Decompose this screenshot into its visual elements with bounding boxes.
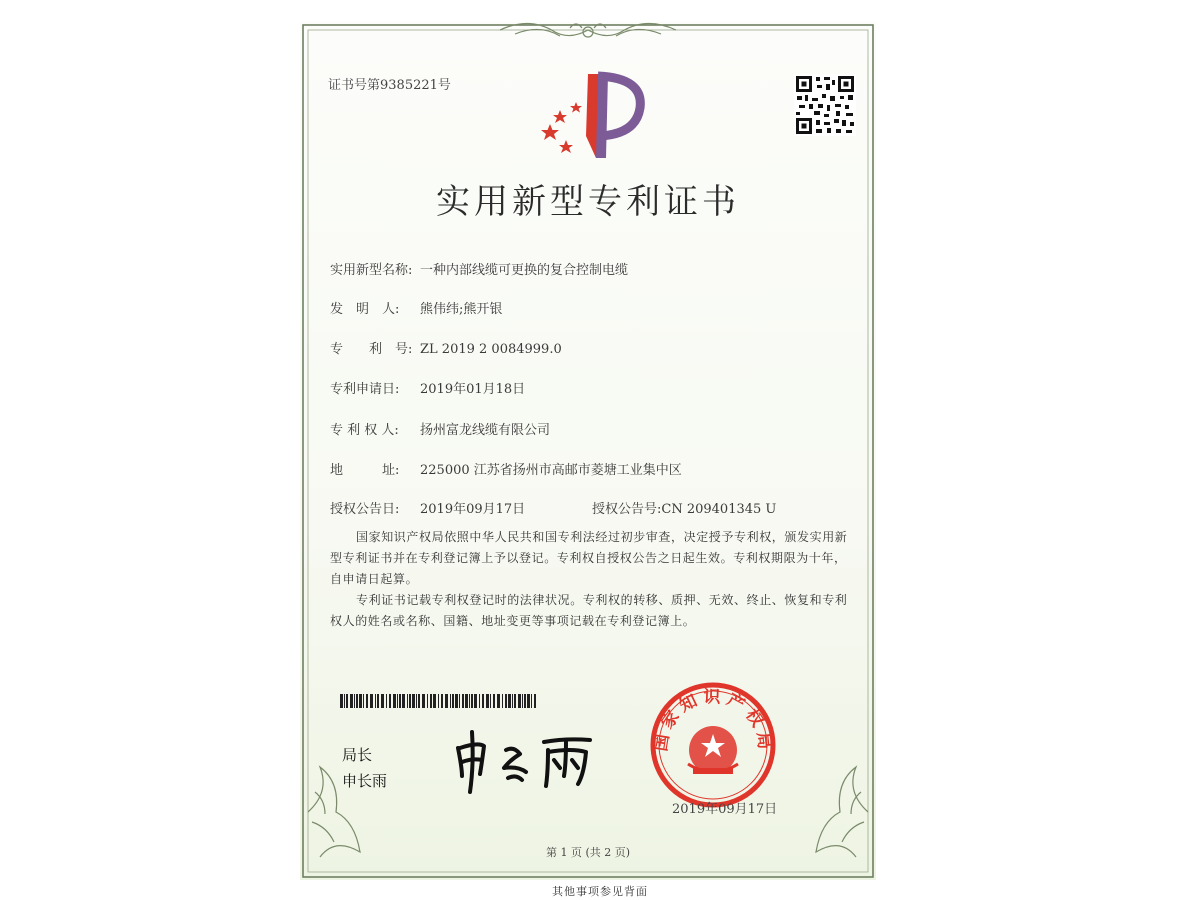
grant-date: 2019年09月17日 — [420, 502, 526, 517]
director-title: 局长 — [342, 746, 373, 764]
qr-code-icon — [794, 74, 856, 136]
utility-model-name-row — [330, 259, 628, 278]
grant-number-row — [592, 498, 776, 517]
certificate-number: 证书号第9385221号 — [328, 78, 451, 93]
filing-date: 2019年01月18日 — [420, 382, 526, 397]
svg-text:国家知识产权局 — [651, 687, 775, 755]
patentee-row — [330, 419, 550, 438]
page-number: 第 1 页 (共 2 页) — [545, 846, 631, 859]
back-note: 其他事项参见背面 — [552, 885, 648, 898]
seal-date: 2019年09月17日 — [672, 802, 778, 817]
seal-text-arc — [648, 680, 778, 810]
field-label: 实用新型名称: — [330, 263, 413, 278]
field-label: 授权公告号: — [592, 502, 662, 517]
barcode-icon — [340, 694, 540, 708]
patent-number-row — [330, 338, 562, 357]
field-label: 发 明 人: — [330, 302, 400, 317]
inventor-row — [330, 298, 502, 317]
field-label: 专 利 号: — [330, 342, 413, 357]
address-row — [330, 459, 682, 478]
grant-number: CN 209401345 U — [661, 502, 777, 517]
director-name: 申长雨 — [342, 772, 388, 790]
certificate-page — [300, 22, 876, 880]
field-label: 专利申请日: — [330, 382, 400, 397]
patent-number: ZL 2019 2 0084999.0 — [420, 342, 562, 357]
filing-date-row — [330, 378, 525, 397]
certificate-title: 实用新型专利证书 — [436, 182, 740, 222]
seal-text-ring — [648, 680, 778, 810]
inventor-value: 熊伟纬;熊开银 — [420, 302, 503, 317]
seal-text: 国家知识产权局 — [651, 687, 775, 756]
utility-model-name: 一种内部线缆可更换的复合控制电缆 — [420, 263, 629, 278]
field-label: 授权公告日: — [330, 502, 400, 517]
patent-office-logo — [536, 66, 646, 166]
director-signature — [448, 728, 608, 794]
address-value: 225000 江苏省扬州市高邮市菱塘工业集中区 — [420, 463, 682, 478]
grant-statement-paragraph: 国家知识产权局依照中华人民共和国专利法经过初步审查，决定授予专利权，颁发实用新型专利证书并在专利登记簿上予以登记。专利权自授权公告之日起生效。专利权期限为十年，自申请日起算。 — [330, 530, 848, 586]
field-label: 专 利 权 人: — [330, 423, 399, 438]
legal-status-paragraph: 专利证书记载专利权登记时的法律状况。专利权的转移、质押、无效、终止、恢复和专利权人的姓名或名称、国籍、地址变更等事项记载在专利登记簿上。 — [330, 593, 848, 628]
grant-date-row — [330, 498, 525, 517]
patentee-value: 扬州富龙线缆有限公司 — [420, 423, 551, 438]
field-label: 地 址: — [330, 463, 400, 478]
